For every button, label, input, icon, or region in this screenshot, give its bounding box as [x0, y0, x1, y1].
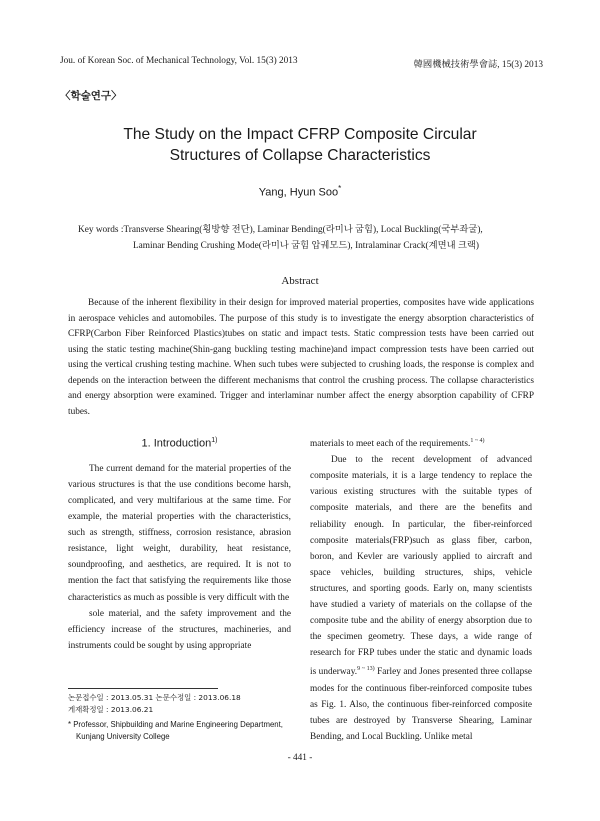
- citation-ref-1: 1 ~ 4): [470, 438, 485, 444]
- left-column: [68, 433, 291, 654]
- right-line-1: materials to meet each of the requirements.: [310, 439, 471, 450]
- keywords-label: Key words :: [78, 225, 124, 235]
- right-column: [310, 433, 532, 745]
- category-tag: 〈학술연구〉: [60, 90, 122, 102]
- abstract-heading: Abstract: [281, 275, 319, 287]
- right-paragraph-2: [310, 452, 532, 745]
- intro-paragraph-2: sole material, and the safety improvement and the efficiency increase of the structures, machineries, and instruments could be sought by using appropriate: [68, 608, 291, 651]
- title-line-1: The Study on the Impact CFRP Composite Circular: [123, 126, 477, 143]
- author-line: [0, 184, 600, 199]
- right-paragraph-2-part-a: Due to the recent development of advanced composite materials, it is a large tendency to replace the various existing structures with the suitable types of composite materials, and there are the benefits and reliability enough. In particular, the fiber-reinforced composite materials(FRP)such as glass fiber, carbon, boron, and Kevler are variously applied to aircraft and space vehicles, building structures, ships, vehicle structures, and sporting goods. Early on, many scientists have studied a variety of materials on the collapse of the composite tube and the ability of energy absorption due to the specimen geometry. These days, a wide range of research for FRP tubes under the static and dynamic loads is underway.: [310, 455, 532, 678]
- intro-paragraph-1: The current demand for the material properties of the various structures is that the use conditions become harsh, complicated, and very multifarious at the same time. For example, the material properties with the characteristics, such as strength, stiffness, corrosion resistance, abrasion resistance, light weight, durability, heat resistance, soundproofing, and aesthetics, are required. It is not to mention the fact that satisfying the requirements like those characteristics as much as possible is very difficult with the: [68, 463, 291, 603]
- section-heading-text: 1. Introduction: [141, 437, 212, 450]
- footnotes: [68, 692, 291, 742]
- right-paragraph-2-part-b: Farley and Jones presented three collapse modes for the continuous fiber-reinforced composite tubes as Fig. 1. Also, the continuous fiber-reinforced composite tubes are destroyed by Transverse Shearing, Laminar Bending, and Local Buckling. Unlike metal: [310, 667, 532, 742]
- keywords-line-2: Laminar Bending Crushing Mode(라미나 굽힘 압궤모드), Intralaminar Crack(계면내 크랙): [133, 241, 479, 251]
- author-affiliation: * Professor, Shipbuilding and Marine Engineering Department, Kunjang University College: [68, 720, 283, 741]
- page-number: - 441 -: [287, 753, 313, 763]
- running-header: [60, 56, 543, 70]
- keywords-block: [78, 222, 538, 254]
- accepted-date: 게재확정일 : 2013.06.21: [68, 704, 154, 714]
- keywords-line-1: Transverse Shearing(횡방향 전단), Laminar Bending(라미나 굽힘), Local Buckling(국부좌굴),: [123, 225, 483, 235]
- section-heading-ref: 1): [211, 437, 218, 444]
- right-paragraph-1: [310, 433, 532, 452]
- author-name: Yang, Hyun Soo: [258, 186, 339, 199]
- author-mark: *: [338, 184, 342, 193]
- footnote-divider: [68, 688, 218, 689]
- journal-name-english: Jou. of Korean Soc. of Mechanical Technology, Vol. 15(3) 2013: [60, 56, 298, 66]
- abstract-body: [68, 296, 534, 420]
- section-heading: [68, 433, 291, 452]
- title-line-2: Structures of Collapse Characteristics: [169, 147, 431, 164]
- journal-name-korean: 韓國機械技術學會誌, 15(3) 2013: [413, 60, 543, 70]
- citation-ref-2: 9 ~ 13): [357, 666, 375, 673]
- paper-title: [0, 124, 600, 166]
- received-dates: 논문접수일 : 2013.05.31 논문수정일 : 2013.06.18: [68, 693, 241, 702]
- abstract-text: Because of the inherent flexibility in their design for improved material properties, composites have wide applications in aerospace vehicles and automobiles. The purpose of this study is to investigate the energy absorption characteristics of CFRP(Carbon Fiber Reinforced Plastics)tubes on static and impact tests. Static compression tests have been carried out using the static testing machine(Shin-gang buckling testing machine)and impact compression tests have been carried out using the vertical crushing testing machine. When such tubes were subjected to crushing loads, the response is complex and depends on the interaction between the different mechanisms that control the crushing process. The collapse characteristics and energy absorption were examined. Trigger and interlaminar number affect the energy absorption capability of CFRP tubes.: [68, 298, 534, 417]
